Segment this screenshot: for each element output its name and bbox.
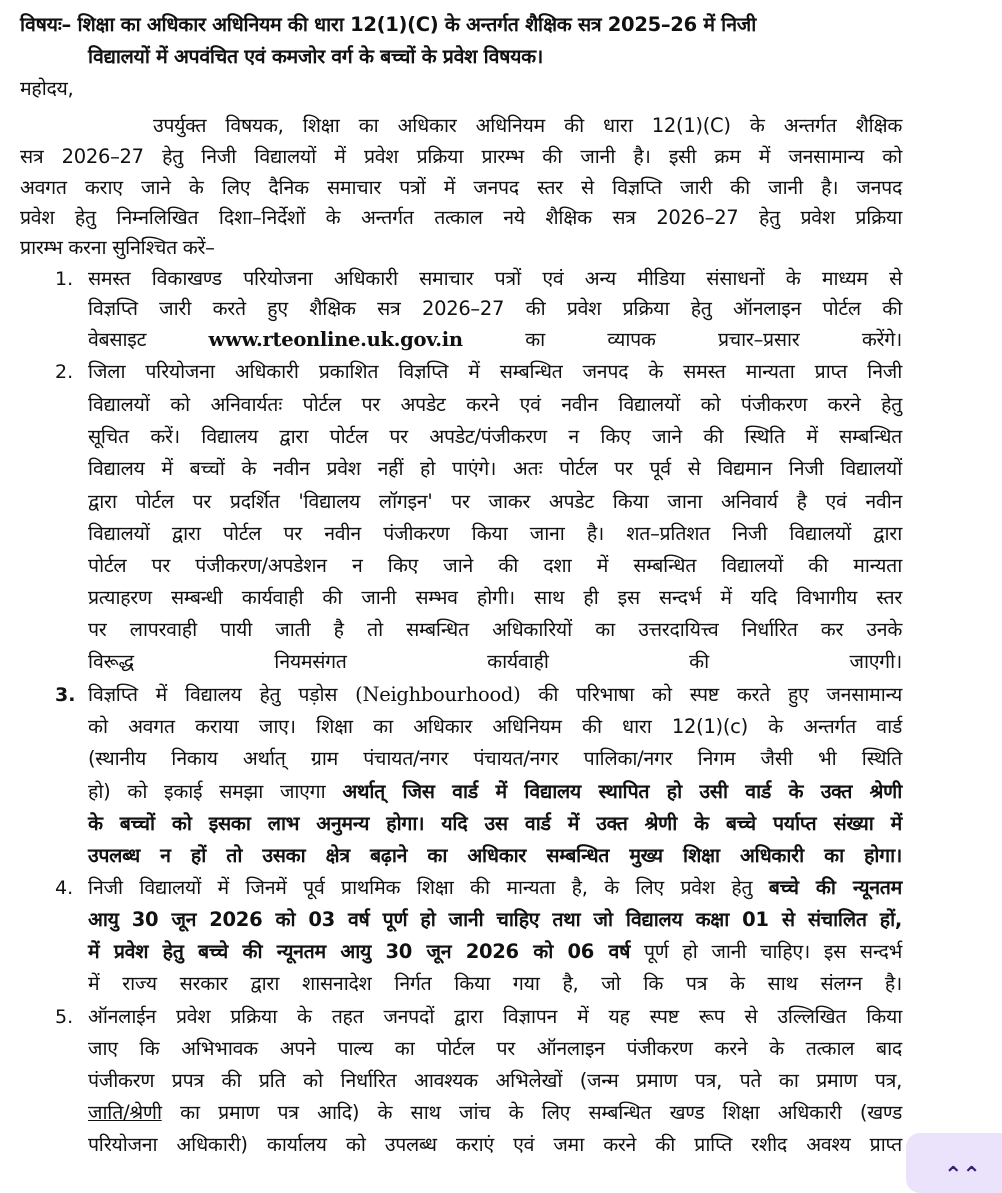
text-span: का व्यापक प्रचार–प्रसार करेंगे। [462, 328, 902, 351]
item-line: जाए कि अभिभावक अपने पाल्य का पोर्टल पर ऑनलाइन पंजीकरण करने के तत्काल बाद [88, 1037, 902, 1060]
bold-text: आयु 30 जून 2026 को 03 वर्ष पूर्ण हो जानी चाहिए तथा जो विद्यालय कक्षा 01 से संचालित हों, [88, 908, 902, 931]
text-span: की परिभाषा को स्पष्ट करते हुए जनसामान्य [520, 683, 903, 706]
item-line: में राज्य सरकार द्वारा शासनादेश निर्गत किया गया है, जो कि पत्र के साथ संलग्न है। [88, 972, 902, 995]
item-line: को अवगत कराया जाए। शिक्षा का अधिकार अधिनियम की धारा 12(1)(c) के अन्तर्गत वार्ड [88, 715, 902, 738]
item-number: 5. [55, 1006, 74, 1028]
bold-text: अर्थात् जिस वार्ड में विद्यालय स्थापित हो उसी वार्ड के उक्त श्रेणी [342, 780, 903, 803]
item-line [88, 680, 902, 710]
item-line [88, 873, 902, 903]
underlined-text: जाति/श्रेणी [88, 1101, 162, 1124]
text-span: का प्रमाण पत्र आदि) के साथ जांच के लिए सम्बन्धित खण्ड शिक्षा अधिकारी (खण्ड [161, 1101, 902, 1124]
item-number: 2. [55, 361, 74, 383]
item-line: समस्त विकाखण्ड परियोजना अधिकारी समाचार पत्रों एवं अन्य मीडिया संसाधनों के माध्यम से [88, 267, 902, 290]
chevron-up-icon: ⌃⌃ [944, 1163, 981, 1188]
salutation: महोदय, [20, 77, 74, 100]
text-span: (Neighbourhood) [355, 683, 521, 706]
intro-line: प्रवेश हेतु निम्नलिखित दिशा–निर्देशों के अन्तर्गत तत्काल नये शैक्षिक सत्र 2026–27 हेतु प्रवेश प्रक्रिया [20, 206, 902, 229]
item-line: पर लापरवाही पायी जाती है तो सम्बन्धित अधिकारियों का उत्तरदायित्त्व निर्धारित कर उनके [88, 618, 902, 641]
bold-text: के बच्चों को इसका लाभ अनुमन्य होगा। यदि उस वार्ड में उक्त श्रेणी के बच्चे पर्याप्त संख्या में [88, 812, 902, 835]
item-line: विद्यालयों को अनिवार्यतः पोर्टल पर अपडेट करने एवं नवीन विद्यालयों को पंजीकरण करने हेतु [88, 393, 902, 416]
item-line: पोर्टल पर पंजीकरण/अपडेशन न किए जाने की दशा में सम्बन्धित विद्यालयों की मान्यता [88, 554, 902, 577]
item-line: जिला परियोजना अधिकारी प्रकाशित विज्ञप्ति में सम्बन्धित जनपद के समस्त मान्यता प्राप्त निजी [88, 360, 902, 383]
item-line [88, 937, 902, 967]
bold-text: उपलब्ध न हों तो उसका क्षेत्र बढ़ाने का अधिकार सम्बन्धित मुख्य शिक्षा अधिकारी का होगा। [88, 844, 902, 867]
item-line [88, 841, 902, 871]
item-line: (स्थानीय निकाय अर्थात् ग्राम पंचायत/नगर पंचायत/नगर पालिका/नगर निगम जैसी भी स्थिति [88, 747, 902, 770]
item-number: 4. [55, 877, 74, 899]
text-span: हो) को इकाई समझा जाएगा [88, 780, 343, 803]
item-line: प्रत्याहरण सम्बन्धी कार्यवाही की जानी सम्भव होगी। साथ ही इस सन्दर्भ में यदि विभागीय स्तर [88, 586, 902, 609]
item-line: विद्यालयों द्वारा पोर्टल पर नवीन पंजीकरण किया जाना है। शत–प्रतिशत निजी विद्यालयों द्वारा [88, 522, 902, 545]
text-span: निजी विद्यालयों में जिनमें पूर्व प्राथमिक शिक्षा की मान्यता है, के लिए प्रवेश हेतु [88, 876, 769, 899]
floating-action-button[interactable] [906, 1133, 1002, 1193]
item-line: सूचित करें। विद्यालय द्वारा पोर्टल पर अपडेट/पंजीकरण न किए जाने की स्थिति में सम्बन्धित [88, 425, 902, 448]
text-span: पूर्ण हो जानी चाहिए। इस सन्दर्भ [630, 940, 903, 963]
item-number: 3. [55, 684, 76, 706]
item-line: परियोजना अधिकारी) कार्यालय को उपलब्ध कराएं एवं जमा करने की प्राप्ति रशीद अवश्य प्राप्त [88, 1133, 902, 1156]
intro-line: प्रारम्भ करना सुनिश्चित करें– [20, 236, 215, 259]
intro-line: अवगत कराए जाने के लिए दैनिक समाचार पत्रों में जनपद स्तर से विज्ञप्ति जारी की जानी है। जनपद [20, 176, 902, 199]
item-line [88, 777, 902, 807]
intro-line: उपर्युक्त विषयक, शिक्षा का अधिकार अधिनियम की धारा 12(1)(C) के अन्तर्गत शैक्षिक [153, 114, 902, 137]
item-line: द्वारा पोर्टल पर प्रदर्शित 'विद्यालय लॉगइन' पर जाकर अपडेट किया जाना अनिवार्य है एवं नवीन [88, 490, 902, 513]
subject-line-2: विद्यालयों में अपवंचित एवं कमजोर वर्ग के बच्चों के प्रवेश विषयक। [88, 45, 543, 68]
website-link[interactable]: www.rteonline.uk.gov.in [208, 328, 463, 351]
item-line: ऑनलाईन प्रवेश प्रक्रिया के तहत जनपदों द्वारा विज्ञापन में यह स्पष्ट रूप से उल्लिखित किया [88, 1005, 902, 1028]
subject-line-1: विषयः– शिक्षा का अधिकार अधिनियम की धारा 12(1)(C) के अन्तर्गत शैक्षिक सत्र 2025–26 में निजी [20, 13, 756, 36]
bold-text: बच्चे की न्यूनतम [768, 876, 902, 899]
item-line: विद्यालय में बच्चों के नवीन प्रवेश नहीं हो पाएंगे। अतः पोर्टल पर पूर्व से विद्यमान निजी विद्यालयों [88, 457, 902, 480]
item-line [88, 325, 902, 355]
text-span: विज्ञप्ति में विद्यालय हेतु पड़ोस [88, 683, 356, 706]
item-line [88, 809, 902, 839]
item-line [88, 905, 902, 935]
item-line: विरूद्ध नियमसंगत कार्यवाही की जाएगी। [88, 650, 902, 673]
item-line: पंजीकरण प्रपत्र की प्रति को निर्धारित आवश्यक अभिलेखों (जन्म प्रमाण पत्र, पते का प्रमाण पत्र, [88, 1069, 902, 1092]
item-line [88, 1098, 902, 1128]
bold-text: में प्रवेश हेतु बच्चे की न्यूनतम आयु 30 जून 2026 को 06 वर्ष [88, 940, 631, 963]
intro-line: सत्र 2026–27 हेतु निजी विद्यालयों में प्रवेश प्रक्रिया प्रारम्भ की जानी है। इसी क्रम में जनसामान्य को [20, 145, 902, 168]
text-span: वेबसाइट [88, 328, 209, 351]
item-line: विज्ञप्ति जारी करते हुए शैक्षिक सत्र 2026–27 की प्रवेश प्रक्रिया हेतु ऑनलाइन पोर्टल की [88, 297, 902, 320]
item-number: 1. [55, 268, 74, 290]
